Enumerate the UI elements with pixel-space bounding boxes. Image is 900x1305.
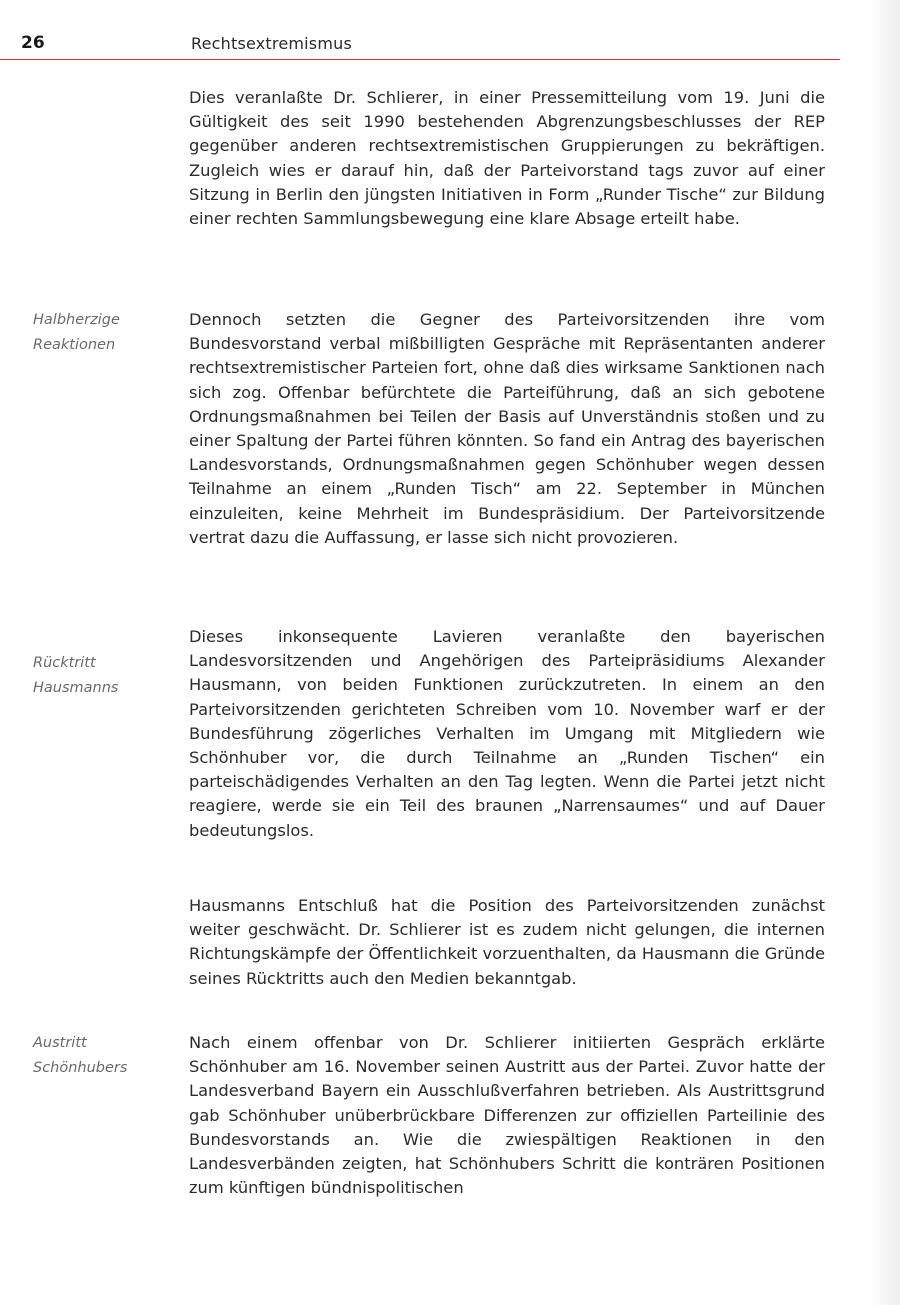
paragraph-3: Dieses inkonsequente Lavieren veranlaßte den bayerischen Landesvorsitzenden und Angehörigen des Parteipräsidiums Alexander Hausmann, von beiden Funktionen zurückzutreten. In einem an den Parteivorsitzenden gerichteten Schreiben vom 10. November warf er der Bundesführung zögerliches Verhalten im Umgang mit Mitgliedern wie Schönhuber vor, die durch Teilnahme an „Runden Tischen“ ein parteischädigendes Verhalten an den Tag legten. Wenn die Partei jetzt nicht reagiere, werde sie ein Teil des braunen „Narrensaumes“ und auf Dauer bedeutungslos.	[189, 627, 825, 840]
margin-note-line: Austritt	[33, 1035, 87, 1051]
header-rule	[0, 59, 840, 60]
running-title: Rechtsextremismus	[191, 34, 352, 53]
paragraph-1: Dies veranlaßte Dr. Schlierer, in einer Pressemitteilung vom 19. Juni die Gültigkeit des seit 1990 bestehenden Abgrenzungsbeschlusses der REP gegenüber anderen rechtsextremistischen Gruppierungen zu bekräftigen. Zugleich wies er darauf hin, daß der Parteivorstand tags zuvor auf einer Sitzung in Berlin den jüngsten Initiativen in Form „Runder Tische“ zur Bildung einer rechten Sammlungsbewegung eine klare Absage erteilt habe.	[189, 88, 825, 229]
margin-note-austritt-schoenhubers	[33, 1031, 168, 1080]
paragraph-4: Hausmanns Entschluß hat die Position des Parteivorsitzenden zunächst weiter geschwächt. Dr. Schlierer ist es zudem nicht gelungen, die internen Richtungskämpfe der Öffentlichkeit vorzuenthalten, da Hausmann die Gründe seines Rücktritts auch den Medien bekanntgab.	[189, 896, 825, 988]
margin-note-line: Hausmanns	[33, 679, 119, 696]
margin-note-halbherzige-reaktionen	[33, 308, 168, 357]
page-edge-shadow	[870, 0, 900, 1305]
margin-note-ruecktritt-hausmanns	[33, 651, 168, 700]
paragraph-5: Nach einem offenbar von Dr. Schlierer initiierten Gespräch erklärte Schönhuber am 16. November seinen Austritt aus der Partei. Zuvor hatte der Landesverband Bayern ein Ausschlußverfahren betrieben. Als Austrittsgrund gab Schönhuber unüberbrückbare Differenzen zur offiziellen Parteilinie des Bundesvorstands an. Wie die zwiespältigen Reaktionen in den Landesverbänden zeigten, hat Schönhubers Schritt die konträren Positionen zum künftigen bündnispolitischen	[189, 1033, 825, 1198]
paragraph-2: Dennoch setzten die Gegner des Parteivorsitzenden ihre vom Bundesvorstand verbal mißbilligten Gespräche mit Repräsentanten anderer rechtsextremistischer Parteien fort, ohne daß dies wirksame Sanktionen nach sich zog. Offenbar befürchtete die Parteiführung, daß an sich gebotene Ordnungsmaßnahmen bei Teilen der Basis auf Unverständnis stoßen und zu einer Spaltung der Partei führen könnten. So fand ein Antrag des bayerischen Landesvorstands, Ordnungsmaßnahmen gegen Schönhuber wegen dessen Teilnahme an einem „Runden Tisch“ am 22. September in München einzuleiten, keine Mehrheit im Bundespräsidium. Der Parteivorsitzende vertrat dazu die Auffassung, er lasse sich nicht provozieren.	[189, 310, 825, 547]
page-header	[0, 0, 900, 62]
margin-note-line: Schönhubers	[33, 1059, 128, 1076]
margin-note-line: Reaktionen	[33, 336, 116, 353]
margin-note-line: Rücktritt	[33, 655, 96, 671]
margin-note-line: Halbherzige	[33, 312, 120, 328]
page-number: 26	[21, 33, 45, 53]
